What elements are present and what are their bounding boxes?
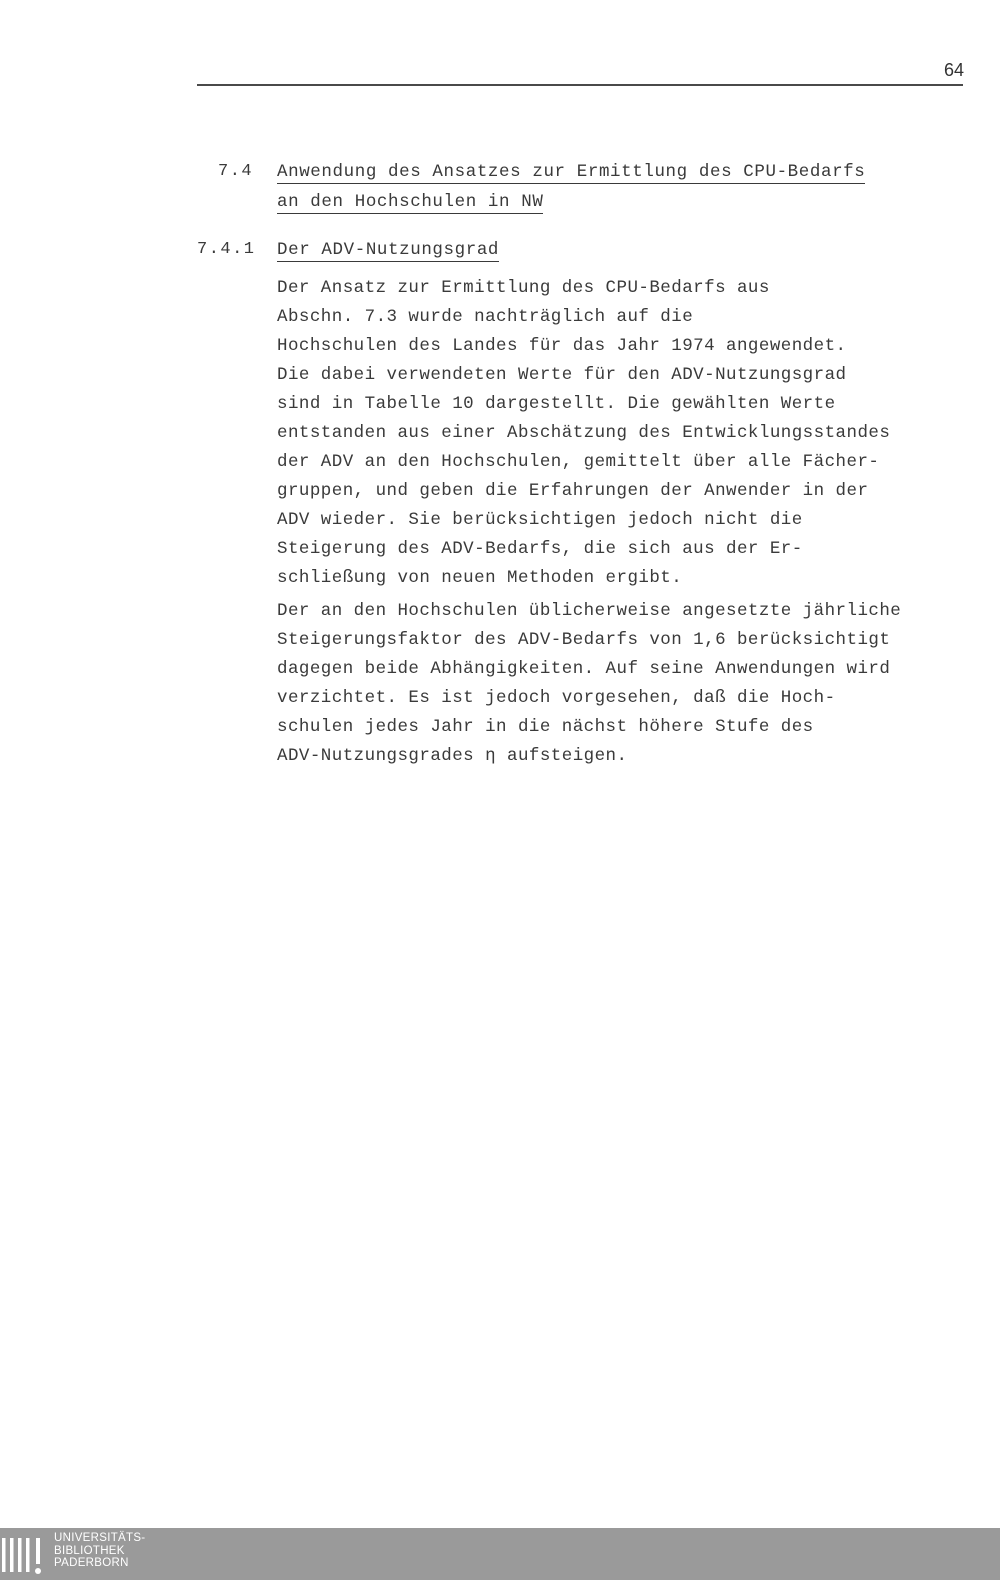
text-line: dagegen beide Abhängigkeiten. Auf seine Anwendungen wird	[277, 659, 891, 679]
text-line: Steigerung des ADV-Bedarfs, die sich aus der Er-	[277, 539, 803, 559]
footer-bar	[0, 1528, 1000, 1580]
footer-line: PADERBORN	[54, 1557, 129, 1569]
subsection-number: 7.4.1	[197, 240, 256, 259]
body-paragraph	[277, 274, 967, 593]
text-line: Steigerungsfaktor des ADV-Bedarfs von 1,6 berücksichtigt	[277, 630, 891, 650]
text-line: der ADV an den Hochschulen, gemittelt über alle Fächer-	[277, 452, 880, 472]
text-line: entstanden aus einer Abschätzung des Entwicklungsstandes	[277, 423, 891, 443]
page-number: 64	[943, 60, 964, 80]
header-rule	[197, 84, 963, 86]
footer-line: UNIVERSITÄTS-	[54, 1532, 146, 1544]
text-line: Der Ansatz zur Ermittlung des CPU-Bedarfs aus	[277, 278, 770, 298]
text-line: verzichtet. Es ist jedoch vorgesehen, daß die Hoch-	[277, 688, 836, 708]
text-line: ADV-Nutzungsgrades η aufsteigen.	[277, 746, 628, 766]
text-line: ADV wieder. Sie berücksichtigen jedoch nicht die	[277, 510, 803, 530]
section-title-line: an den Hochschulen in NW	[277, 192, 544, 212]
text-line: Die dabei verwendeten Werte für den ADV-Nutzungsgrad	[277, 365, 847, 385]
text-line: schließung von neuen Methoden ergibt.	[277, 568, 683, 588]
footer-line: BIBLIOTHEK	[54, 1544, 125, 1557]
text-line: schulen jedes Jahr in die nächst höhere Stufe des	[277, 717, 814, 737]
section-title-line: Der ADV-Nutzungsgrad	[277, 240, 500, 260]
library-logo-icon	[0, 1536, 48, 1576]
text-line: gruppen, und geben die Erfahrungen der Anwender in der	[277, 481, 869, 501]
subsection-title	[277, 235, 499, 265]
body-paragraph	[277, 597, 967, 771]
footer-library-name	[54, 1532, 145, 1570]
text-line: Abschn. 7.3 wurde nachträglich auf die	[277, 307, 694, 327]
text-line: sind in Tabelle 10 dargestellt. Die gewählten Werte	[277, 394, 836, 414]
text-line: Der an den Hochschulen üblicherweise angesetzte jährliche	[277, 601, 902, 621]
section-title-line: Anwendung des Ansatzes zur Ermittlung des CPU-Bedarfs	[277, 162, 866, 182]
section-number: 7.4	[218, 162, 254, 181]
section-title	[277, 157, 865, 217]
text-line: Hochschulen des Landes für das Jahr 1974 angewendet.	[277, 336, 847, 356]
